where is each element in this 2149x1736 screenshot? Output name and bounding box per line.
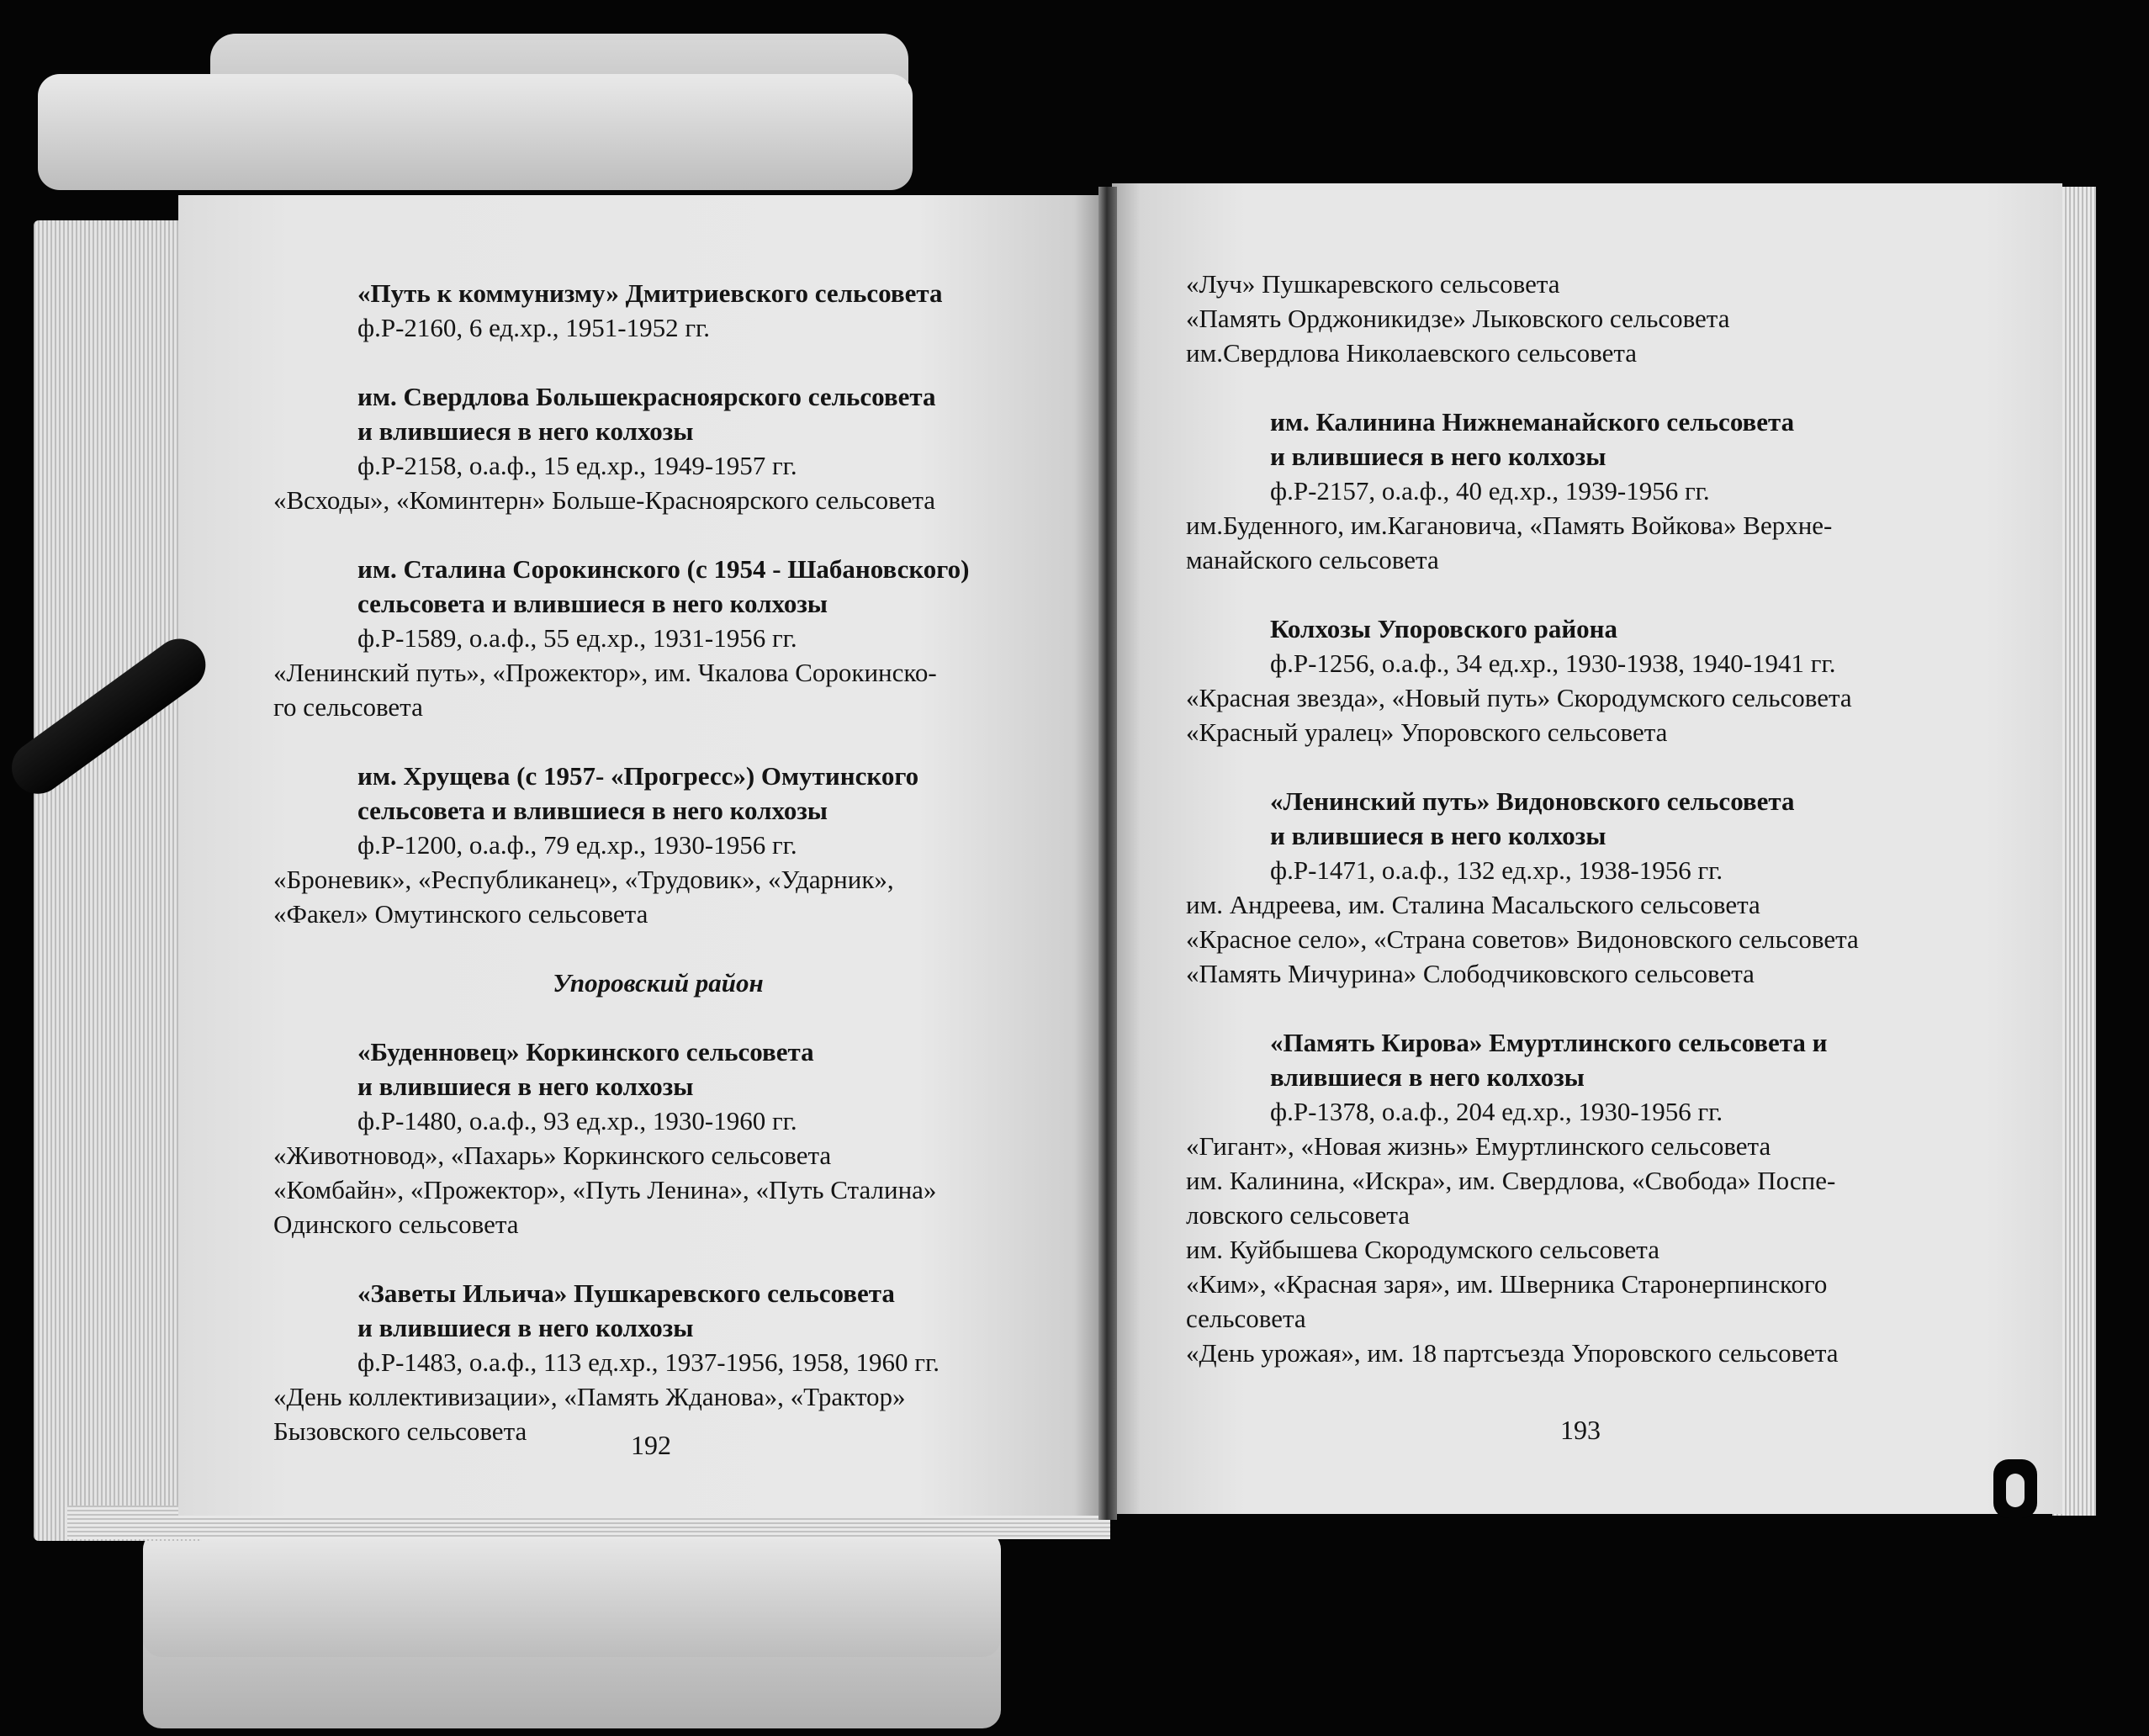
entry-text: им. Андреева, им. Сталина Масальского сельсовета — [1186, 890, 1760, 919]
entry-fund: ф.Р-1471, о.а.ф., 132 ед.хр., 1938-1956 гг. — [1270, 855, 1723, 885]
foam-support-top — [38, 74, 913, 190]
entry-fund: ф.Р-1483, о.а.ф., 113 ед.хр., 1937-1956, 1958, 1960 гг. — [357, 1347, 940, 1377]
page-number-left: 192 — [631, 1430, 671, 1460]
entry-text: «Факел» Омутинского сельсовета — [273, 899, 648, 929]
district-title: Упоровский район — [553, 968, 764, 998]
entry-fund: ф.Р-1589, о.а.ф., 55 ед.хр., 1931-1956 гг. — [357, 623, 797, 653]
entry-heading: сельсовета и влившиеся в него колхозы — [357, 589, 828, 618]
entry-text: им.Свердлова Николаевского сельсовета — [1186, 338, 1638, 368]
entry-text: го сельсовета — [273, 692, 423, 722]
entry-fund: ф.Р-2157, о.а.ф., 40 ед.хр., 1939-1956 гг. — [1270, 476, 1710, 505]
entry-text: сельсовета — [1186, 1304, 1306, 1333]
entry-text: «Броневик», «Республиканец», «Трудовик», «Ударник», — [273, 865, 894, 894]
foam-support-bottom — [143, 1531, 1001, 1657]
entry-fund: ф.Р-1256, о.а.ф., 34 ед.хр., 1930-1938, 1940-1941 гг. — [1270, 648, 1836, 678]
entry-text: «Комбайн», «Прожектор», «Путь Ленина», «Путь Сталина» — [273, 1175, 937, 1204]
entry-text: «День урожая», им. 18 партсъезда Упоровского сельсовета — [1186, 1338, 1839, 1368]
entry-text: им.Буденного, им.Кагановича, «Память Войкова» Верхне- — [1186, 511, 1833, 540]
entry-heading: им. Сталина Сорокинского (с 1954 - Шабановского) — [357, 554, 970, 584]
entry-heading: им. Свердлова Большекрасноярского сельсовета — [357, 382, 936, 411]
entry-text: «Красный уралец» Упоровского сельсовета — [1186, 717, 1668, 747]
left-page-text — [273, 276, 1043, 1448]
entry-text: «Красная звезда», «Новый путь» Скородумского сельсовета — [1186, 683, 1852, 712]
entry-text: «Память Мичурина» Слободчиковского сельсовета — [1186, 959, 1755, 988]
entry-fund: ф.Р-2160, 6 ед.хр., 1951-1952 гг. — [357, 313, 711, 342]
entry-heading: им. Хрущева (с 1957- «Прогресс») Омутинского — [357, 761, 919, 791]
entry-heading: «Память Кирова» Емуртлинского сельсовета и — [1270, 1028, 1828, 1057]
book-gutter — [1098, 187, 1117, 1520]
entry-text: Бызовского сельсовета — [273, 1416, 527, 1446]
entry-text: «Гигант», «Новая жизнь» Емуртлинского сельсовета — [1186, 1131, 1771, 1161]
entry-text: «Ленинский путь», «Прожектор», им. Чкалова Сорокинско- — [273, 658, 937, 687]
entry-heading: «Заветы Ильича» Пушкаревского сельсовета — [357, 1278, 895, 1308]
entry-text: «Память Орджоникидзе» Лыковского сельсовета — [1186, 304, 1730, 333]
entry-text: ловского сельсовета — [1186, 1200, 1411, 1230]
entry-text: им. Калинина, «Искра», им. Свердлова, «Свобода» Поспе- — [1186, 1166, 1836, 1195]
entry-fund: ф.Р-1200, о.а.ф., 79 ед.хр., 1930-1956 гг. — [357, 830, 797, 860]
entry-heading: и влившиеся в него колхозы — [1270, 442, 1606, 471]
page-edges-left — [34, 220, 202, 1541]
entry-text: манайского сельсовета — [1186, 545, 1439, 574]
page-number-right: 193 — [1560, 1415, 1601, 1445]
entry-text: «Луч» Пушкаревского сельсовета — [1186, 269, 1560, 299]
entry-text: «Всходы», «Коминтерн» Больше-Красноярского сельсовета — [273, 485, 936, 515]
entry-heading: и влившиеся в него колхозы — [357, 1072, 694, 1101]
entry-heading: «Путь к коммунизму» Дмитриевского сельсовета — [357, 278, 943, 308]
entry-heading: и влившиеся в него колхозы — [357, 1313, 694, 1342]
entry-heading: «Буденновец» Коркинского сельсовета — [357, 1037, 814, 1066]
entry-text: «Красное село», «Страна советов» Видоновского сельсовета — [1186, 924, 1859, 954]
right-page-text — [1186, 267, 1960, 1370]
entry-text: «Животновод», «Пахарь» Коркинского сельсовета — [273, 1141, 832, 1170]
entry-fund: ф.Р-1480, о.а.ф., 93 ед.хр., 1930-1960 гг. — [357, 1106, 797, 1135]
entry-heading: «Ленинский путь» Видоновского сельсовета — [1270, 786, 1795, 816]
entry-text: им. Куйбышева Скородумского сельсовета — [1186, 1235, 1659, 1264]
entry-text: «День коллективизации», «Память Жданова», «Трактор» — [273, 1382, 906, 1411]
entry-heading: и влившиеся в него колхозы — [357, 416, 694, 446]
entry-heading: влившиеся в него колхозы — [1270, 1062, 1585, 1092]
entry-text: Одинского сельсовета — [273, 1209, 519, 1239]
entry-heading: и влившиеся в него колхозы — [1270, 821, 1606, 850]
entry-fund: ф.Р-1378, о.а.ф., 204 ед.хр., 1930-1956 гг. — [1270, 1097, 1723, 1126]
page-tab-hole — [2006, 1474, 2025, 1507]
entry-fund: ф.Р-2158, о.а.ф., 15 ед.хр., 1949-1957 гг. — [357, 451, 797, 480]
entry-heading: Колхозы Упоровского района — [1270, 614, 1618, 643]
entry-text: «Ким», «Красная заря», им. Шверника Старонерпинского — [1186, 1269, 1828, 1299]
entry-heading: им. Калинина Нижнеманайского сельсовета — [1270, 407, 1795, 437]
entry-heading: сельсовета и влившиеся в него колхозы — [357, 796, 828, 825]
